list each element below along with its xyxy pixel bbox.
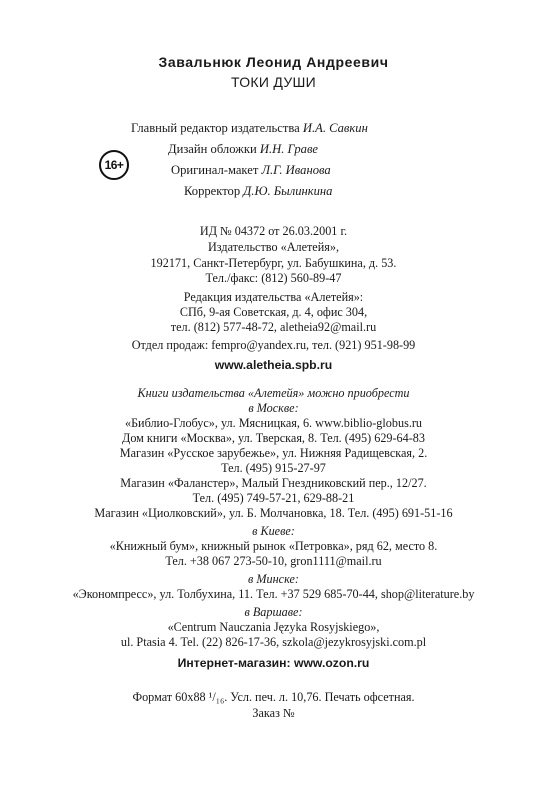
store-line: Магазин «Фаланстер», Малый Гнездниковский пер., 12/27. xyxy=(120,476,427,490)
credit-person: Д.Ю. Былинкина xyxy=(243,184,333,198)
store-line: ul. Ptasia 4. Tel. (22) 826-17-36, szkola@jezykrosyjski.com.pl xyxy=(120,635,427,649)
publisher-address: 192171, Санкт-Петербург, ул. Бабушкина, д. 53. xyxy=(150,256,397,270)
stores-heading: Книги издательства «Алетейя» можно приобрести xyxy=(137,386,410,400)
credit-line xyxy=(131,121,368,136)
credit-line xyxy=(168,142,318,157)
book-title: ТОКИ ДУШИ xyxy=(230,74,317,90)
store-line: Тел. (495) 749-57-21, 629-88-21 xyxy=(192,491,355,505)
city-kiev: в Киеве: xyxy=(252,524,295,538)
editorial-contacts: тел. (812) 577-48-72, aletheia92@mail.ru xyxy=(170,320,377,334)
city-moscow: в Москве: xyxy=(248,401,299,415)
editorial-address: СПб, 9-ая Советская, д. 4, офис 304, xyxy=(179,305,368,319)
order-line: Заказ № xyxy=(252,706,295,720)
credit-role: Оригинал-макет xyxy=(171,163,259,177)
format-line: Формат 60x88 ¹/₁₆. Усл. печ. л. 10,76. Печать офсетная. xyxy=(132,690,415,704)
editorial-heading: Редакция издательства «Алетейя»: xyxy=(183,290,364,304)
store-line: Магазин «Русское зарубежье», ул. Нижняя Радищевская, 2. xyxy=(119,446,428,460)
store-line: «Centrum Nauczania Języka Rosyjskiego», xyxy=(167,620,380,634)
online-store: Интернет-магазин: www.ozon.ru xyxy=(177,656,370,670)
store-line: Тел. +38 067 273-50-10, gron1111@mail.ru xyxy=(165,554,382,568)
credit-role: Главный редактор издательства xyxy=(131,121,300,135)
credit-role: Корректор xyxy=(184,184,241,198)
store-line: Дом книги «Москва», ул. Тверская, 8. Тел. (495) 629-64-83 xyxy=(122,431,425,445)
publisher-phone: Тел./факс: (812) 560-89-47 xyxy=(205,271,342,285)
age-rating-badge: 16+ xyxy=(99,150,129,180)
sales-contacts: Отдел продаж: fempro@yandex.ru, тел. (921) 951-98-99 xyxy=(131,338,416,352)
credit-person: И.Н. Граве xyxy=(259,142,319,156)
website-link[interactable]: www.aletheia.spb.ru xyxy=(214,358,333,372)
city-warsaw: в Варшаве: xyxy=(244,605,303,619)
license-line: ИД № 04372 от 26.03.2001 г. xyxy=(199,224,348,238)
store-line: «Книжный бум», книжный рынок «Петровка», ряд 62, место 8. xyxy=(109,539,438,553)
store-line: «Экономпресс», ул. Толбухина, 11. Тел. +37 529 685-70-44, shop@literature.by xyxy=(72,587,475,601)
credit-role: Дизайн обложки xyxy=(168,142,257,156)
credit-person: И.А. Савкин xyxy=(302,121,368,135)
credit-line xyxy=(184,184,332,199)
store-line: Тел. (495) 915-27-97 xyxy=(221,461,326,475)
store-line: «Библио-Глобус», ул. Мясницкая, 6. www.biblio-globus.ru xyxy=(124,416,423,430)
publisher-name: Издательство «Алетейя», xyxy=(207,240,339,254)
credit-line xyxy=(171,163,331,178)
city-minsk: в Минске: xyxy=(248,572,299,586)
author-name: Завальнюк Леонид Андреевич xyxy=(158,54,389,70)
credit-person: Л.Г. Иванова xyxy=(261,163,331,177)
store-line: Магазин «Циолковский», ул. Б. Молчановка, 18. Тел. (495) 691-51-16 xyxy=(94,506,453,520)
